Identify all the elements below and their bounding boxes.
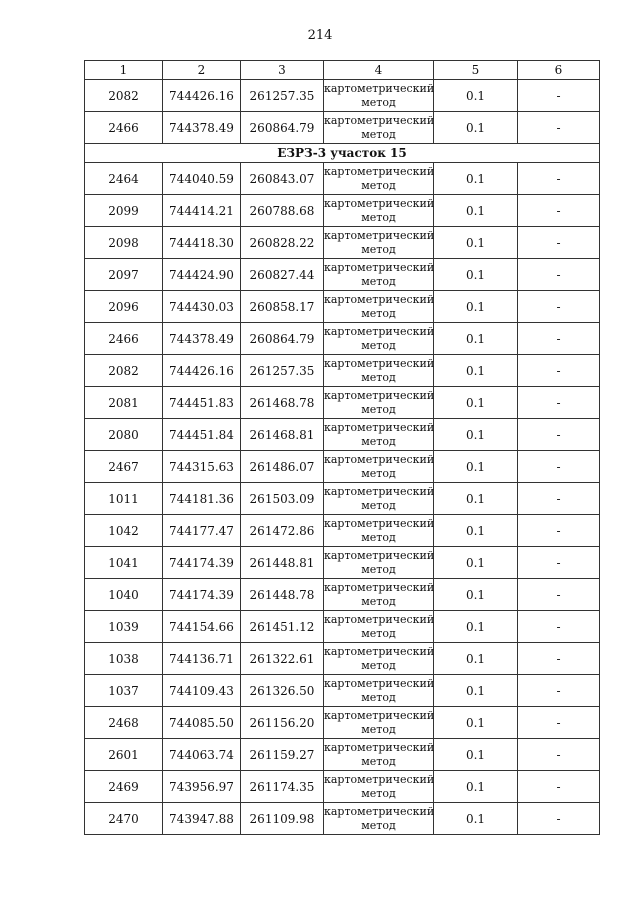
method-line: картометрический	[324, 644, 435, 658]
y-coordinate-cell: 261257.35	[241, 80, 324, 112]
note-cell: -	[518, 387, 600, 419]
method-line: картометрический	[324, 676, 435, 690]
method-cell	[324, 483, 434, 515]
precision-cell: 0.1	[434, 483, 518, 515]
method-cell	[324, 259, 434, 291]
table-row	[85, 323, 600, 355]
method-line: метод	[361, 690, 396, 704]
method-line: метод	[361, 594, 396, 608]
method-cell	[324, 323, 434, 355]
method-cell	[324, 547, 434, 579]
method-cell	[324, 355, 434, 387]
precision-cell: 0.1	[434, 643, 518, 675]
note-cell: -	[518, 483, 600, 515]
header-cell: 2	[163, 61, 241, 80]
x-coordinate-cell: 743956.97	[163, 771, 241, 803]
x-coordinate-cell: 744174.39	[163, 547, 241, 579]
method-line: картометрический	[324, 228, 435, 242]
method-cell	[324, 771, 434, 803]
method-cell	[324, 739, 434, 771]
method-line: картометрический	[324, 516, 435, 530]
method-line: метод	[361, 498, 396, 512]
method-line: метод	[361, 210, 396, 224]
method-line: метод	[361, 178, 396, 192]
note-cell: -	[518, 739, 600, 771]
y-coordinate-cell: 261159.27	[241, 739, 324, 771]
section-title-row	[85, 144, 600, 163]
method-line: картометрический	[324, 113, 435, 127]
point-number-cell: 1040	[85, 579, 163, 611]
x-coordinate-cell: 744424.90	[163, 259, 241, 291]
y-coordinate-cell: 261448.81	[241, 547, 324, 579]
method-line: метод	[361, 127, 396, 141]
point-number-cell: 1039	[85, 611, 163, 643]
x-coordinate-cell: 744451.83	[163, 387, 241, 419]
x-coordinate-cell: 744085.50	[163, 707, 241, 739]
method-line: картометрический	[324, 740, 435, 754]
method-cell	[324, 112, 434, 144]
precision-cell: 0.1	[434, 547, 518, 579]
precision-cell: 0.1	[434, 227, 518, 259]
table-row	[85, 80, 600, 112]
point-number-cell: 2081	[85, 387, 163, 419]
table-row	[85, 451, 600, 483]
method-cell	[324, 643, 434, 675]
method-line: картометрический	[324, 580, 435, 594]
x-coordinate-cell: 744430.03	[163, 291, 241, 323]
y-coordinate-cell: 260827.44	[241, 259, 324, 291]
table-row	[85, 163, 600, 195]
method-line: картометрический	[324, 452, 435, 466]
method-line: картометрический	[324, 484, 435, 498]
precision-cell: 0.1	[434, 707, 518, 739]
point-number-cell: 2470	[85, 803, 163, 835]
precision-cell: 0.1	[434, 355, 518, 387]
x-coordinate-cell: 744063.74	[163, 739, 241, 771]
method-cell	[324, 707, 434, 739]
table-row	[85, 387, 600, 419]
x-coordinate-cell: 744174.39	[163, 579, 241, 611]
y-coordinate-cell: 261326.50	[241, 675, 324, 707]
y-coordinate-cell: 260828.22	[241, 227, 324, 259]
table-row	[85, 259, 600, 291]
x-coordinate-cell: 744378.49	[163, 323, 241, 355]
point-number-cell: 1042	[85, 515, 163, 547]
method-line: картометрический	[324, 356, 435, 370]
method-line: картометрический	[324, 548, 435, 562]
point-number-cell: 2464	[85, 163, 163, 195]
point-number-cell: 2469	[85, 771, 163, 803]
method-line: метод	[361, 306, 396, 320]
note-cell: -	[518, 579, 600, 611]
note-cell: -	[518, 112, 600, 144]
y-coordinate-cell: 261322.61	[241, 643, 324, 675]
table-row	[85, 291, 600, 323]
method-line: метод	[361, 274, 396, 288]
point-number-cell: 2082	[85, 355, 163, 387]
method-line: метод	[361, 562, 396, 576]
page-number: 214	[307, 28, 333, 43]
precision-cell: 0.1	[434, 80, 518, 112]
method-line: метод	[361, 626, 396, 640]
x-coordinate-cell: 744414.21	[163, 195, 241, 227]
table-row	[85, 771, 600, 803]
table-row	[85, 112, 600, 144]
precision-cell: 0.1	[434, 323, 518, 355]
point-number-cell: 2468	[85, 707, 163, 739]
note-cell: -	[518, 419, 600, 451]
method-cell	[324, 291, 434, 323]
method-line: картометрический	[324, 260, 435, 274]
x-coordinate-cell: 744154.66	[163, 611, 241, 643]
y-coordinate-cell: 261468.81	[241, 419, 324, 451]
section-title: ЕЗРЗ-3 участок 15	[85, 144, 600, 163]
method-line: метод	[361, 530, 396, 544]
header-cell: 5	[434, 61, 518, 80]
note-cell: -	[518, 291, 600, 323]
method-line: метод	[361, 786, 396, 800]
point-number-cell: 2466	[85, 112, 163, 144]
note-cell: -	[518, 259, 600, 291]
method-line: картометрический	[324, 81, 435, 95]
table-row	[85, 611, 600, 643]
note-cell: -	[518, 451, 600, 483]
method-line: картометрический	[324, 612, 435, 626]
y-coordinate-cell: 261468.78	[241, 387, 324, 419]
x-coordinate-cell: 744426.16	[163, 80, 241, 112]
y-coordinate-cell: 261156.20	[241, 707, 324, 739]
note-cell: -	[518, 355, 600, 387]
x-coordinate-cell: 744177.47	[163, 515, 241, 547]
method-cell	[324, 163, 434, 195]
method-cell	[324, 195, 434, 227]
y-coordinate-cell: 260788.68	[241, 195, 324, 227]
header-cell: 1	[85, 61, 163, 80]
point-number-cell: 2096	[85, 291, 163, 323]
method-line: метод	[361, 95, 396, 109]
table-row	[85, 419, 600, 451]
header-row	[85, 61, 600, 80]
note-cell: -	[518, 803, 600, 835]
precision-cell: 0.1	[434, 419, 518, 451]
table-row	[85, 227, 600, 259]
method-cell	[324, 80, 434, 112]
point-number-cell: 2099	[85, 195, 163, 227]
x-coordinate-cell: 744040.59	[163, 163, 241, 195]
method-cell	[324, 419, 434, 451]
precision-cell: 0.1	[434, 771, 518, 803]
note-cell: -	[518, 80, 600, 112]
table-row	[85, 355, 600, 387]
x-coordinate-cell: 744109.43	[163, 675, 241, 707]
point-number-cell: 1037	[85, 675, 163, 707]
y-coordinate-cell: 261174.35	[241, 771, 324, 803]
method-line: картометрический	[324, 708, 435, 722]
method-line: картометрический	[324, 804, 435, 818]
method-line: метод	[361, 818, 396, 832]
table-row	[85, 195, 600, 227]
method-line: метод	[361, 466, 396, 480]
method-line: картометрический	[324, 388, 435, 402]
x-coordinate-cell: 744418.30	[163, 227, 241, 259]
header-cell: 6	[518, 61, 600, 80]
y-coordinate-cell: 261503.09	[241, 483, 324, 515]
note-cell: -	[518, 515, 600, 547]
x-coordinate-cell: 744136.71	[163, 643, 241, 675]
y-coordinate-cell: 260858.17	[241, 291, 324, 323]
precision-cell: 0.1	[434, 451, 518, 483]
point-number-cell: 2080	[85, 419, 163, 451]
y-coordinate-cell: 261257.35	[241, 355, 324, 387]
table-section	[85, 144, 600, 163]
table-row	[85, 547, 600, 579]
method-line: метод	[361, 722, 396, 736]
y-coordinate-cell: 261486.07	[241, 451, 324, 483]
precision-cell: 0.1	[434, 515, 518, 547]
table-row	[85, 643, 600, 675]
point-number-cell: 1011	[85, 483, 163, 515]
method-cell	[324, 387, 434, 419]
note-cell: -	[518, 611, 600, 643]
method-line: метод	[361, 338, 396, 352]
note-cell: -	[518, 163, 600, 195]
point-number-cell: 2098	[85, 227, 163, 259]
y-coordinate-cell: 261448.78	[241, 579, 324, 611]
method-line: метод	[361, 434, 396, 448]
point-number-cell: 2082	[85, 80, 163, 112]
method-line: метод	[361, 658, 396, 672]
note-cell: -	[518, 643, 600, 675]
y-coordinate-cell: 261451.12	[241, 611, 324, 643]
method-line: картометрический	[324, 420, 435, 434]
precision-cell: 0.1	[434, 675, 518, 707]
note-cell: -	[518, 707, 600, 739]
method-line: картометрический	[324, 196, 435, 210]
header-cell: 4	[324, 61, 434, 80]
y-coordinate-cell: 260843.07	[241, 163, 324, 195]
point-number-cell: 2097	[85, 259, 163, 291]
table-row	[85, 515, 600, 547]
x-coordinate-cell: 744181.36	[163, 483, 241, 515]
point-number-cell: 1038	[85, 643, 163, 675]
method-cell	[324, 515, 434, 547]
x-coordinate-cell: 744426.16	[163, 355, 241, 387]
method-cell	[324, 451, 434, 483]
method-cell	[324, 579, 434, 611]
x-coordinate-cell: 744378.49	[163, 112, 241, 144]
precision-cell: 0.1	[434, 163, 518, 195]
table-row	[85, 739, 600, 771]
method-line: картометрический	[324, 292, 435, 306]
method-line: картометрический	[324, 772, 435, 786]
note-cell: -	[518, 323, 600, 355]
method-line: метод	[361, 754, 396, 768]
method-line: картометрический	[324, 324, 435, 338]
precision-cell: 0.1	[434, 611, 518, 643]
precision-cell: 0.1	[434, 739, 518, 771]
point-number-cell: 2601	[85, 739, 163, 771]
table-row	[85, 707, 600, 739]
table-row	[85, 803, 600, 835]
header-cell: 3	[241, 61, 324, 80]
note-cell: -	[518, 771, 600, 803]
coordinates-table	[84, 60, 600, 835]
precision-cell: 0.1	[434, 195, 518, 227]
table-row	[85, 579, 600, 611]
precision-cell: 0.1	[434, 112, 518, 144]
note-cell: -	[518, 227, 600, 259]
point-number-cell: 2467	[85, 451, 163, 483]
precision-cell: 0.1	[434, 291, 518, 323]
table-body-before-section	[85, 80, 600, 144]
note-cell: -	[518, 195, 600, 227]
y-coordinate-cell: 260864.79	[241, 323, 324, 355]
method-line: картометрический	[324, 164, 435, 178]
precision-cell: 0.1	[434, 803, 518, 835]
method-line: метод	[361, 370, 396, 384]
method-cell	[324, 675, 434, 707]
x-coordinate-cell: 743947.88	[163, 803, 241, 835]
y-coordinate-cell: 261109.98	[241, 803, 324, 835]
table-row	[85, 675, 600, 707]
x-coordinate-cell: 744451.84	[163, 419, 241, 451]
method-cell	[324, 803, 434, 835]
method-cell	[324, 227, 434, 259]
table-row	[85, 483, 600, 515]
point-number-cell: 2466	[85, 323, 163, 355]
method-cell	[324, 611, 434, 643]
table-body-after-section	[85, 163, 600, 835]
point-number-cell: 1041	[85, 547, 163, 579]
x-coordinate-cell: 744315.63	[163, 451, 241, 483]
y-coordinate-cell: 260864.79	[241, 112, 324, 144]
note-cell: -	[518, 547, 600, 579]
precision-cell: 0.1	[434, 259, 518, 291]
method-line: метод	[361, 402, 396, 416]
note-cell: -	[518, 675, 600, 707]
precision-cell: 0.1	[434, 579, 518, 611]
precision-cell: 0.1	[434, 387, 518, 419]
y-coordinate-cell: 261472.86	[241, 515, 324, 547]
method-line: метод	[361, 242, 396, 256]
